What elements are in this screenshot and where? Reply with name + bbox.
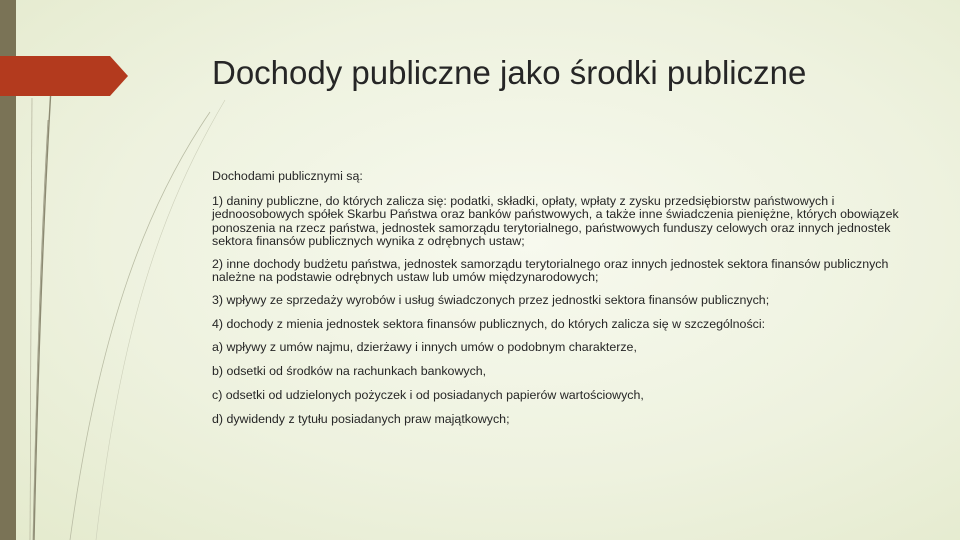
sub-list-item: b) odsetki od środków na rachunkach bankowych, bbox=[212, 364, 487, 379]
list-item: 3) wpływy ze sprzedaży wyrobów i usług świadczonych przez jednostki sektora finansów publicznych; bbox=[212, 293, 770, 308]
title-arrow-icon bbox=[0, 56, 128, 96]
sub-list-item: a) wpływy z umów najmu, dzierżawy i innych umów o podobnym charakterze, bbox=[212, 339, 637, 354]
sub-list-item: d) dywidendy z tytułu posiadanych praw majątkowych; bbox=[212, 412, 510, 427]
list-item: 1) daniny publiczne, do których zalicza się: podatki, składki, opłaty, wpłaty z zysku przedsiębiorstw państwowych i jednoosobowych spółek Skarbu Państwa oraz banków państwowych, a także inne świadczenia pieniężne, których obowiązek ponoszenia na rzecz państwa, jednostek samorządu terytorialnego, państwowych funduszy celowych oraz innych jednostek sektora finansów publicznych wynika z odrębnych ustaw; bbox=[212, 194, 899, 248]
intro-text: Dochodami publicznymi są: bbox=[212, 169, 363, 183]
list-item: 4) dochody z mienia jednostek sektora finansów publicznych, do których zalicza się w szczególności: bbox=[212, 316, 766, 331]
slide-content bbox=[212, 170, 907, 438]
sub-list-item: c) odsetki od udzielonych pożyczek i od posiadanych papierów wartościowych, bbox=[212, 388, 644, 403]
slide-title: Dochody publiczne jako środki publiczne bbox=[212, 54, 807, 91]
list-item: 2) inne dochody budżetu państwa, jednostek samorządu terytorialnego oraz innych jednostek sektora finansów publicznych należne na podstawie odrębnych ustaw lub umów międzynarodowych; bbox=[212, 257, 889, 285]
